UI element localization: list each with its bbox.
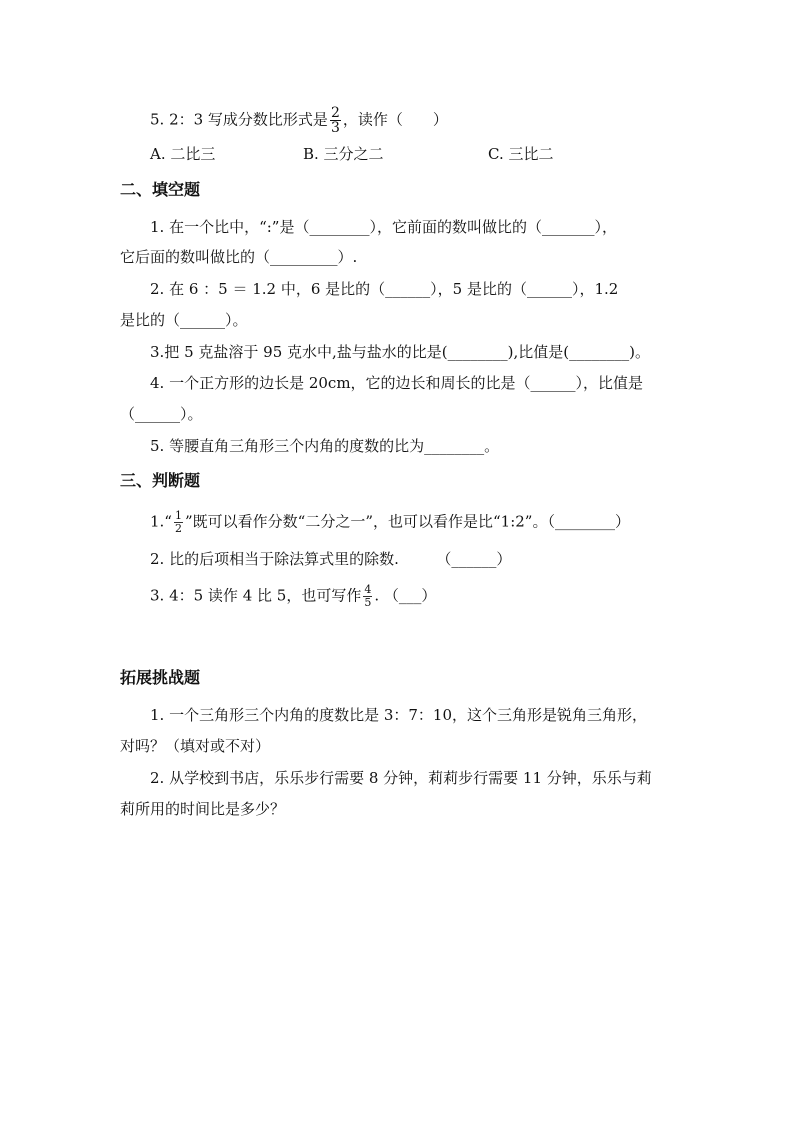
fraction-one-half: $\frac{1}{2}$ (174, 509, 182, 535)
fill-q2-line2: 是比的（______）。 (120, 311, 248, 329)
challenge-section-heading: 拓展挑战题 (120, 668, 201, 687)
judge-q1: 1.“ $\frac{1}{2}$ ”既可以看作分数“二分之一”，也可以看作是比“1:2”。（________） (150, 509, 630, 535)
choice-q5-suffix: ，读作（ ） (342, 110, 448, 129)
challenge-q2-line1: 2. 从学校到书店，乐乐步行需要 8 分钟，莉莉步行需要 11 分钟，乐乐与莉 (150, 769, 652, 787)
challenge-q1-line2: 对吗？（填对或不对） (120, 737, 271, 755)
fill-section-heading: 二、填空题 (120, 180, 201, 199)
fill-q1-line1: 1. 在一个比中，“:”是（________），它前面的数叫做比的（_______）， (150, 218, 617, 236)
fill-q2-line1: 2. 在 6 ：5 ＝ 1.2 中，6 是比的（______），5 是比的（______），1.2 (150, 280, 619, 298)
choice-q5-option-c: C. 三比二 (488, 145, 554, 163)
judge-q3: 3. 4：5 读作 4 比 5，也可写作 $\frac{4}{5}$ . （___） (150, 583, 437, 609)
challenge-q1-line1: 1. 一个三角形三个内角的度数比是 3：7：10，这个三角形是锐角三角形， (150, 706, 648, 724)
choice-q5-option-b: B. 三分之二 (303, 145, 384, 163)
choice-q5-prefix: 5. 2：3 写成分数比形式是 (150, 110, 328, 129)
challenge-q2-line2: 莉所用的时间比是多少？ (120, 800, 286, 818)
fraction-four-fifths: $\frac{4}{5}$ (364, 583, 372, 609)
fraction-two-thirds: $\frac{2}{3}$ (330, 105, 340, 136)
judge-q2: 2. 比的后项相当于除法算式里的除数. （______） (150, 550, 512, 568)
fill-q4-line2: （______）。 (120, 405, 203, 423)
choice-q5 (150, 106, 448, 135)
judge-section-heading: 三、判断题 (120, 471, 201, 490)
fill-q4-line1: 4. 一个正方形的边长是 20cm，它的边长和周长的比是（______），比值是 (150, 374, 644, 392)
fill-q3: 3.把 5 克盐溶于 95 克水中,盐与盐水的比是(________),比值是(________)。 (150, 343, 650, 361)
fill-q5: 5. 等腰直角三角形三个内角的度数的比为________。 (150, 437, 500, 455)
fill-q1-line2: 它后面的数叫做比的（_________）. (120, 248, 358, 266)
choice-q5-option-a: A. 二比三 (150, 145, 216, 163)
